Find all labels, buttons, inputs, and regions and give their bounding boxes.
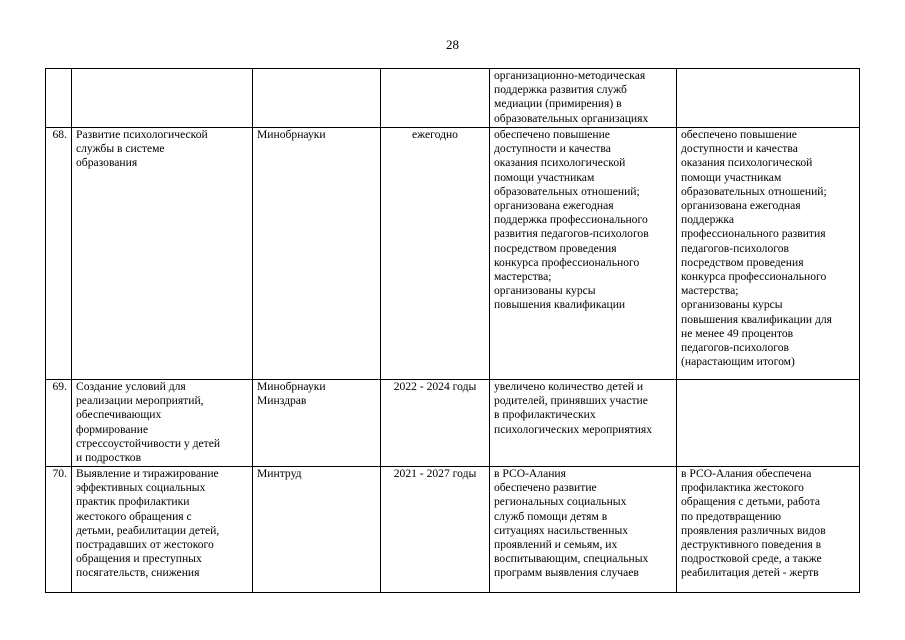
measure-name-line: эффективных социальных [76,481,206,495]
executor-cell [253,380,381,467]
indicator-line: проявления различных видов [681,523,826,537]
measure-name-line: пострадавших от жестокого [76,538,214,552]
result-line: обеспечено повышение [494,128,610,141]
measure-name-line: формирование [76,422,149,436]
period-cell [381,69,490,128]
indicator-line: в РСО-Алания обеспечена [681,467,812,480]
indicator-line: организована ежегодная [681,199,801,213]
indicator-line: организованы курсы [681,298,783,312]
row-number-cell [46,69,72,128]
result-line: мастерства; [494,270,552,284]
row-number-text: 69. [52,380,67,393]
indicator-line: образовательных отношений; [681,184,827,198]
result-line: поддержка профессионального [494,213,648,227]
indicator-line: оказания психологической [681,156,813,170]
row-number-text: 68. [52,128,67,141]
measure-name-line: детьми, реабилитации детей, [76,523,220,537]
indicator-line: конкурса профессионального [681,270,827,284]
executor-cell [253,467,381,593]
indicator-line: обращения с детьми, работа [681,495,820,509]
row-number-cell [46,380,72,467]
result-line: доступности и качества [494,142,611,156]
result-cell [490,467,677,593]
indicator-line: мастерства; [681,284,739,298]
indicator-line: педагогов-психологов [681,341,789,355]
result-line: развития педагогов-психологов [494,227,649,241]
period-text: 2022 - 2024 годы [393,380,477,393]
result-line: ситуациях насильственных [494,523,629,537]
executor-cell [253,69,381,128]
indicator-line: реабилитация детей - жертв [681,566,819,580]
result-cell [490,380,677,467]
indicator-line: не менее 49 процентов [681,326,794,340]
measure-name-line: Выявление и тиражирование [76,467,219,480]
indicator-line: по предотвращению [681,509,782,523]
measure-name-line: посягательств, снижения [76,566,200,580]
result-line: образовательных отношений; [494,184,640,198]
row-number-cell [46,467,72,593]
measures-table [45,68,860,593]
indicator-cell [677,467,860,593]
indicator-line: подростковой среде, а также [681,552,822,566]
result-line: помощи участникам [494,170,595,184]
table-row [46,380,860,467]
period-text: ежегодно [412,128,458,141]
result-line: проявлений и семьям, их [494,538,618,552]
result-line: поддержка развития служб [494,83,627,97]
executor-line: Минобрнауки [257,128,326,141]
indicator-line: деструктивного поведения в [681,538,822,552]
result-line: программ выявления случаев [494,566,639,580]
measure-name-cell [72,69,253,128]
period-text: 2021 - 2027 годы [393,467,477,480]
measure-name-line: Создание условий для [76,380,186,393]
result-line: образовательных организациях [494,111,649,125]
result-line: региональных социальных [494,495,627,509]
measure-name-line: обеспечивающих [76,408,162,422]
indicator-cell [677,69,860,128]
indicator-line: повышения квалификации для [681,312,833,326]
indicator-cell [677,380,860,467]
indicator-line: педагогов-психологов [681,241,789,255]
executor-line: Минздрав [257,394,307,408]
page-number: 28 [446,37,459,52]
table-row [46,128,860,380]
table-row [46,69,860,128]
row-number-text: 70. [52,467,67,480]
result-line: воспитывающим, специальных [494,552,649,566]
result-line: организационно-методическая [494,69,646,82]
indicator-line: обеспечено повышение [681,128,797,141]
period-cell [381,128,490,380]
measure-name-cell [72,128,253,380]
indicator-cell [677,128,860,380]
result-line: психологических мероприятиях [494,422,653,436]
result-line: медиации (примирения) в [494,97,622,111]
result-cell [490,128,677,380]
measure-name-line: службы в системе [76,142,165,156]
measure-name-line: Развитие психологической [76,128,208,141]
result-line: организована ежегодная [494,199,614,213]
indicator-line: поддержка [681,213,735,227]
indicator-line: (нарастающим итогом) [681,355,795,369]
measure-name-cell [72,380,253,467]
executor-line: Минтруд [257,467,302,480]
indicator-line: доступности и качества [681,142,798,156]
result-cell [490,69,677,128]
executor-line: Минобрнауки [257,380,326,393]
indicator-line: профилактика жестокого [681,481,804,495]
measure-name-line: жестокого обращения с [76,509,192,523]
measure-name-line: реализации мероприятий, [76,394,204,408]
measure-name-line: образования [76,156,138,170]
measure-name-line: практик профилактики [76,495,190,509]
result-line: в профилактических [494,408,596,422]
result-line: оказания психологической [494,156,626,170]
indicator-line: помощи участникам [681,170,782,184]
result-line: служб помощи детям в [494,509,608,523]
result-line: организованы курсы [494,284,596,298]
result-line: родителей, принявших участие [494,394,648,408]
indicator-line: профессионального развития [681,227,826,241]
measure-name-line: и подростков [76,451,142,465]
measure-name-line: обращения и преступных [76,552,202,566]
measure-name-line: стрессоустойчивости у детей [76,436,221,450]
result-line: обеспечено развитие [494,481,597,495]
row-number-cell [46,128,72,380]
period-cell [381,380,490,467]
table-row [46,467,860,593]
result-line: конкурса профессионального [494,255,640,269]
executor-cell [253,128,381,380]
result-line: посредством проведения [494,241,617,255]
result-line: в РСО-Алания [494,467,566,480]
result-line: увеличено количество детей и [494,380,644,393]
indicator-line: посредством проведения [681,255,804,269]
result-line: повышения квалификации [494,298,626,312]
measure-name-cell [72,467,253,593]
period-cell [381,467,490,593]
